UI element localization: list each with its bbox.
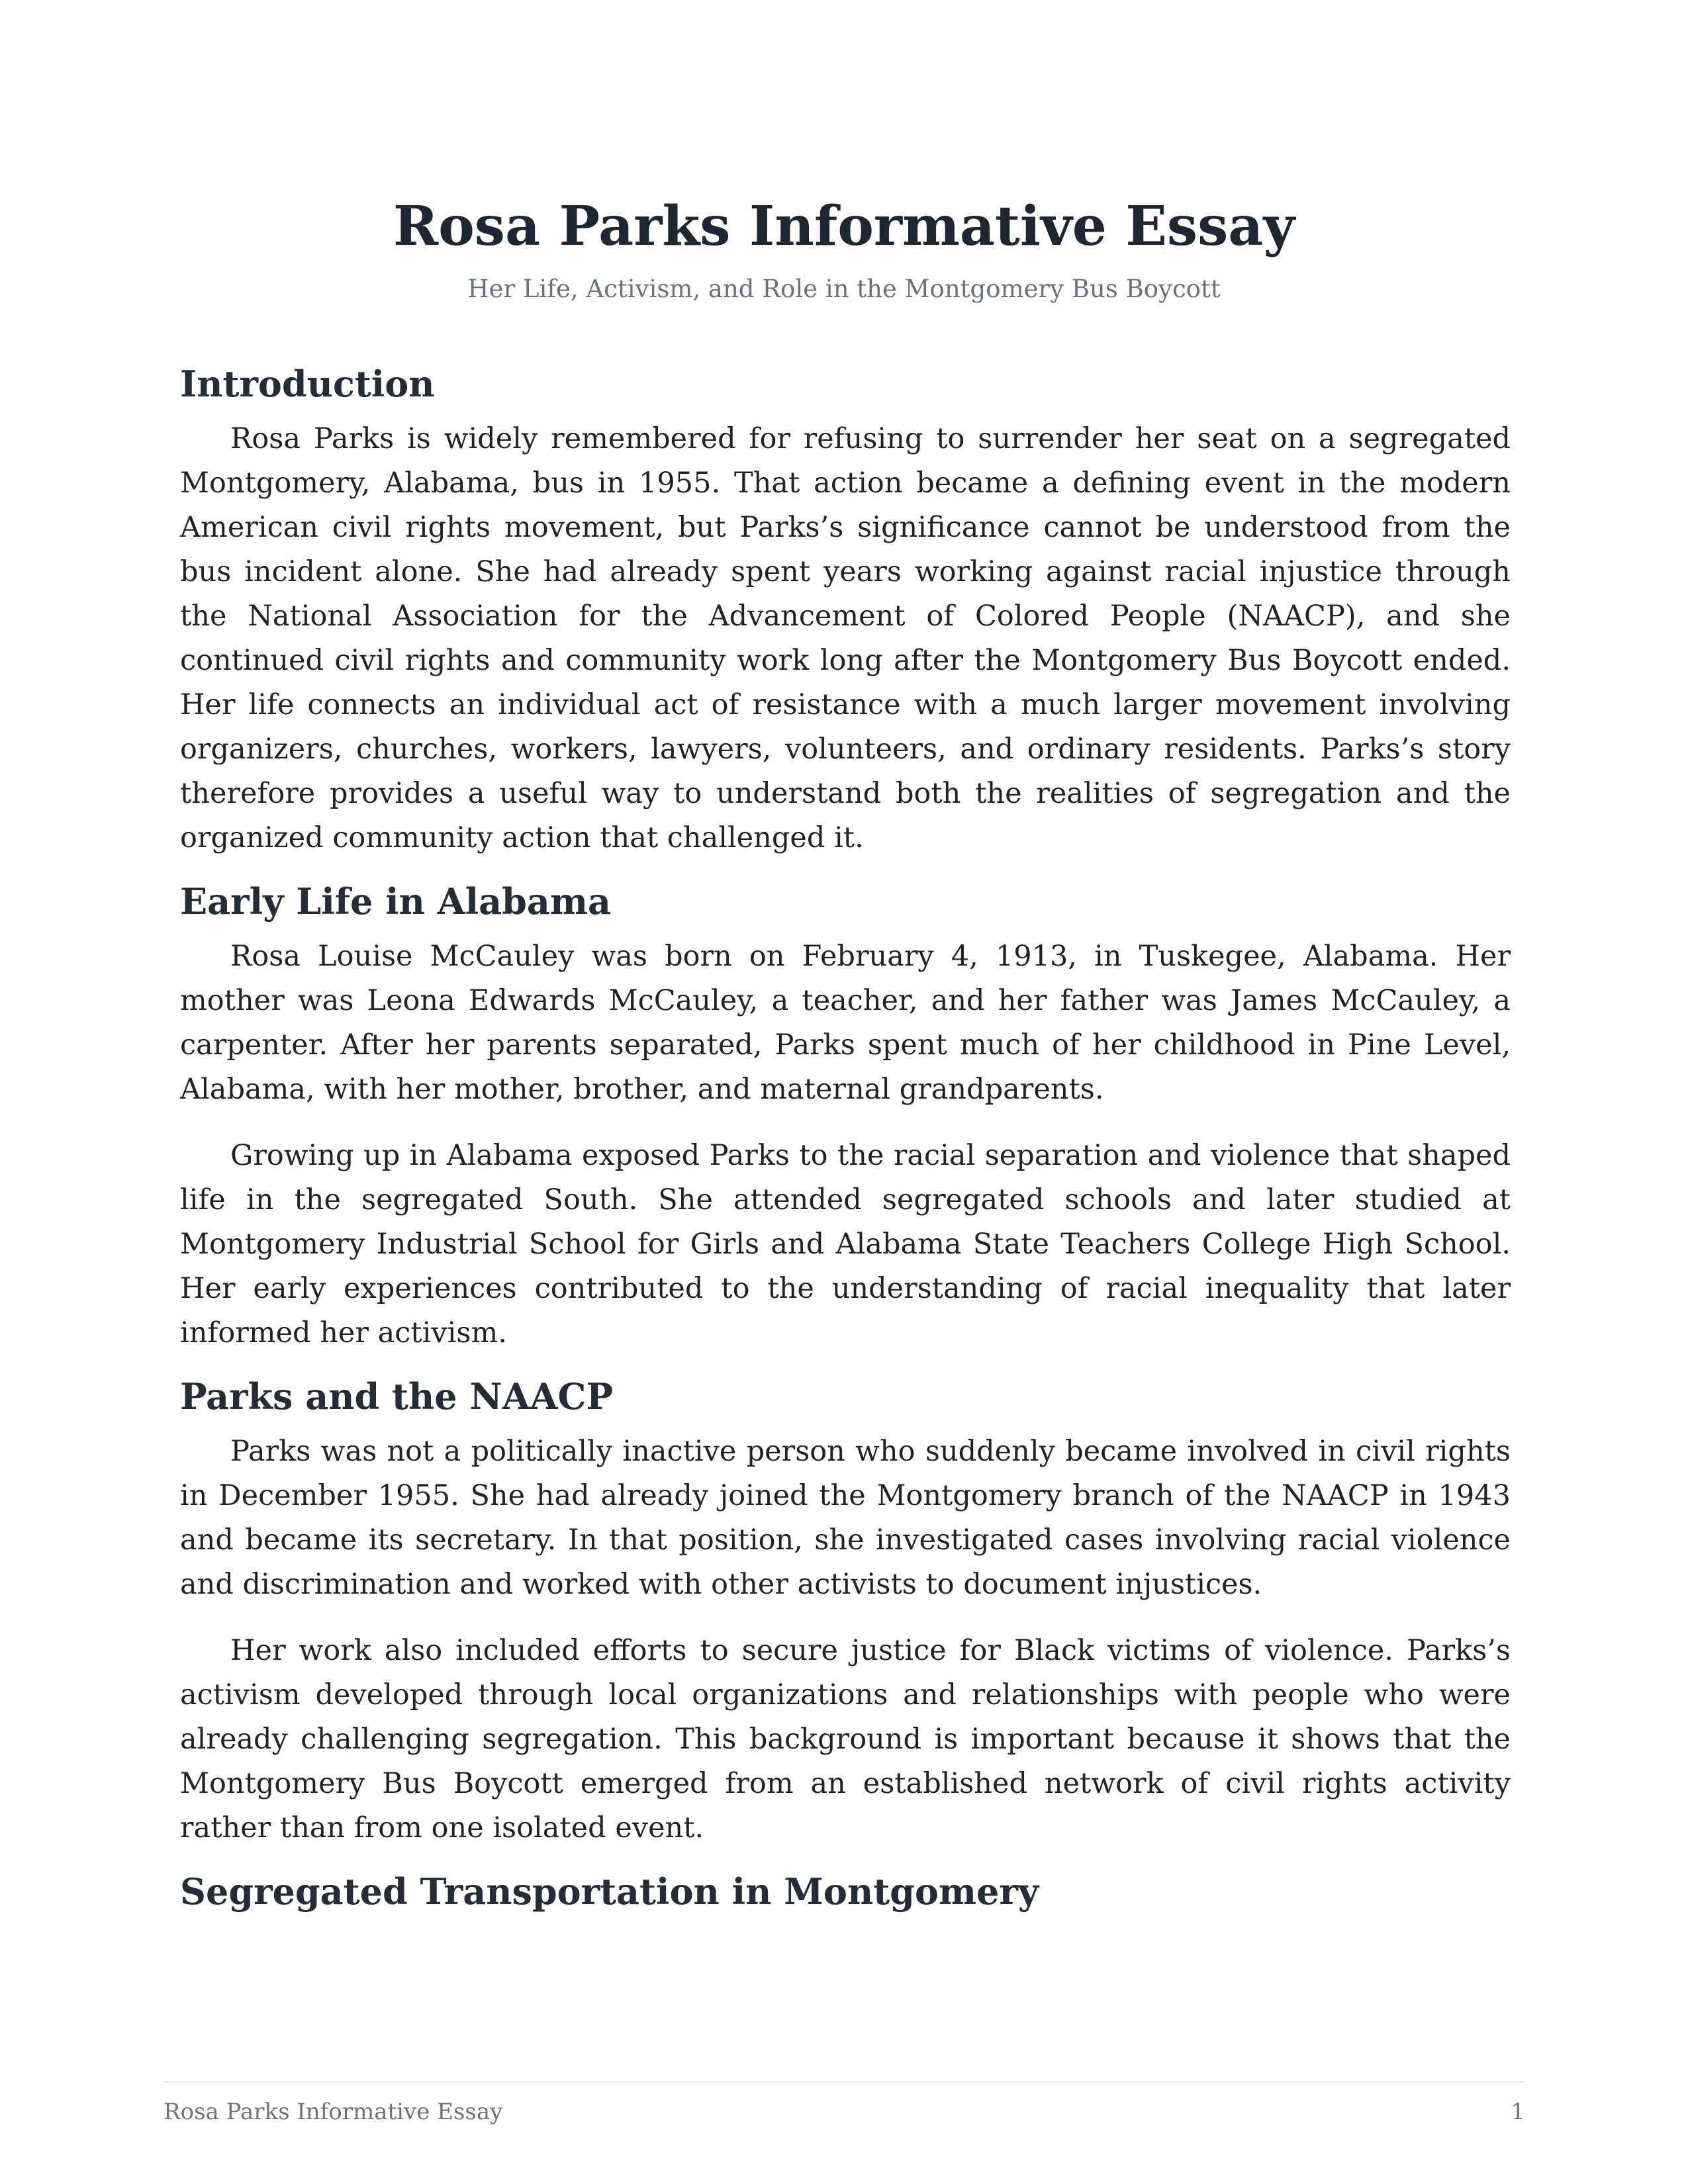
paragraph: Rosa Parks is widely remembered for refusing to surrender her seat on a segregated Montgomery, Alabama, bus in 1955. That action became a defining event in the modern American civil rights movement, but Parks’s significance cannot be understood from the bus incident alone. She had already spent years working against racial injustice through the National Association for the Advancement of Colored People (NAACP), and she continued civil rights and community work long after the Montgomery Bus Boycott ended. Her life connects an individual act of resistance with a much larger movement involving organizers, churches, workers, lawyers, volunteers, and ordinary residents. Parks’s story therefore provides a useful way to understand both the realities of segregation and the organized community action that challenged it. [180,422,1511,854]
footer-divider [164,2081,1525,2083]
section-segregated-transportation [180,1858,1511,1925]
footer-running-title: Rosa Parks Informative Essay [164,2099,503,2125]
document-title: Rosa Parks Informative Essay [393,195,1295,258]
section-heading: Segregated Transportation in Montgomery [180,1870,1039,1913]
section-heading: Parks and the NAACP [180,1375,614,1418]
section-introduction [180,351,1511,860]
paragraph: Parks was not a politically inactive person who suddenly became involved in civil rights in December 1955. She had already joined the Montgomery branch of the NAACP in 1943 and became its secretary. In that position, she investigated cases involving racial violence and discrimination and worked with other activists to document injustices. [180,1435,1511,1601]
document-subtitle: Her Life, Activism, and Role in the Montgomery Bus Boycott [467,275,1221,303]
section-heading: Early Life in Alabama [180,880,612,923]
section-early-life [180,868,1511,1355]
paragraph: Rosa Louise McCauley was born on February 4, 1913, in Tuskegee, Alabama. Her mother was Leona Edwards McCauley, a teacher, and her father was James McCauley, a carpenter. After her parents separated, Parks spent much of her childhood in Pine Level, Alabama, with her mother, brother, and maternal grandparents. [180,940,1511,1106]
page-number: 1 [1511,2099,1525,2125]
paragraph: Her work also included efforts to secure justice for Black victims of violence. Parks’s activism developed through local organizations and relationships with people who were already challenging segregation. This background is important because it shows that the Montgomery Bus Boycott emerged from an established network of civil rights activity rather than from one isolated event. [180,1634,1511,1844]
paragraph: Growing up in Alabama exposed Parks to the racial separation and violence that shaped life in the segregated South. She attended segregated schools and later studied at Montgomery Industrial School for Girls and Alabama State Teachers College High School. Her early experiences contributed to the understanding of racial inequality that later informed her activism. [180,1139,1511,1349]
section-heading: Introduction [180,363,435,405]
section-naacp [180,1363,1511,1850]
essay-body [180,351,1511,1925]
